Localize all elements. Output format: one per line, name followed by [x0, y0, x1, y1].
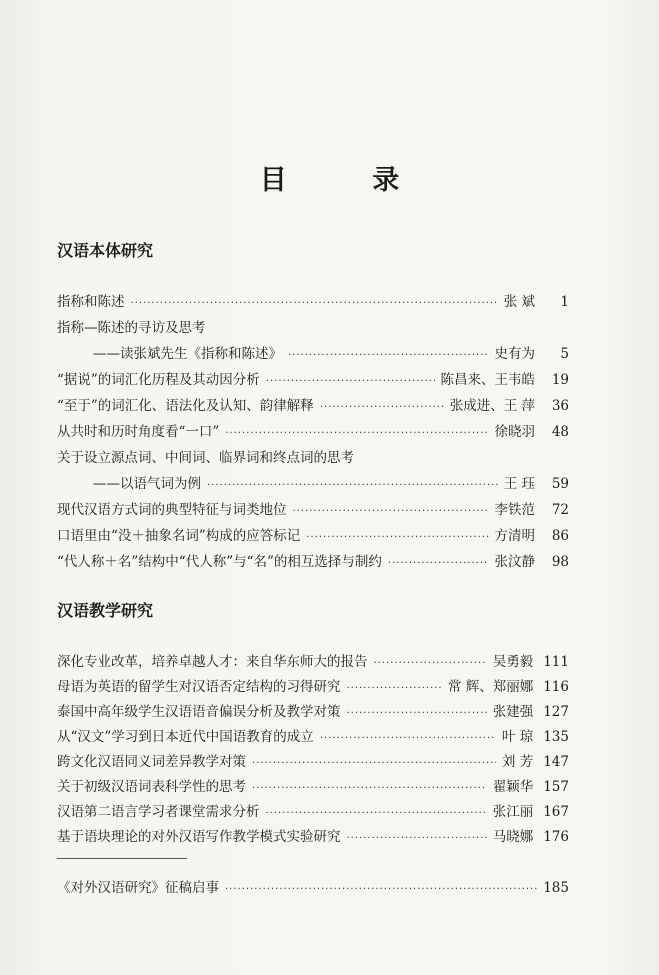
entry-title: 关于设立源点词、中间词、临界词和终点词的思考	[57, 450, 354, 466]
entry-author: 刘 芳	[501, 754, 534, 770]
toc-entry[interactable]	[57, 775, 569, 795]
toc-entry[interactable]	[57, 316, 569, 336]
leader-dots	[266, 376, 435, 387]
entry-author: 常 辉、郑丽娜	[447, 679, 534, 695]
divider	[57, 858, 187, 859]
toc-entry[interactable]	[57, 750, 569, 770]
entry-author: 徐晓羽	[494, 424, 535, 440]
toc-entry[interactable]	[57, 675, 569, 695]
entry-title: 基于语块理论的对外汉语写作教学模式实验研究	[57, 829, 341, 845]
entry-page: 167	[543, 804, 569, 820]
toc-entry[interactable]	[57, 290, 569, 310]
toc-entry[interactable]	[57, 342, 569, 362]
toc-entry[interactable]	[57, 394, 569, 414]
page-title: 目 录	[259, 165, 438, 196]
entry-title: 指称—陈述的寻访及思考	[57, 320, 206, 336]
entry-title: “代人称＋名”结构中“代人称”与“名”的相互选择与制约	[57, 554, 382, 570]
leader-dots	[306, 532, 488, 543]
leader-dots	[225, 884, 537, 895]
entry-page: 176	[543, 829, 569, 845]
toc-entry[interactable]	[57, 725, 569, 745]
entry-author: 张建强	[492, 704, 534, 720]
entry-author: 李铁范	[494, 502, 535, 518]
entry-author: 吴勇毅	[492, 654, 534, 670]
leader-dots	[207, 480, 498, 491]
entry-author: 张江丽	[492, 804, 534, 820]
entry-author: 陈昌来、王韦皓	[440, 372, 535, 388]
entry-title: 《对外汉语研究》征稿启事	[57, 880, 219, 896]
toc-entry[interactable]	[57, 700, 569, 720]
toc-entry[interactable]	[57, 498, 569, 518]
leader-dots	[288, 350, 489, 361]
entry-title: 口语里由“没＋抽象名词”构成的应答标记	[57, 528, 301, 544]
entry-page: 185	[543, 880, 569, 896]
toc-entry[interactable]	[57, 550, 569, 570]
leader-dots	[374, 658, 487, 669]
entry-page: 19	[551, 372, 569, 388]
leader-dots	[347, 708, 487, 719]
entry-author: 方清明	[494, 528, 535, 544]
entry-title: 关于初级汉语词表科学性的思考	[57, 779, 246, 795]
entry-page: 98	[551, 554, 569, 570]
entry-page: 72	[551, 502, 569, 518]
entry-author: 王 珏	[503, 476, 535, 492]
entry-page: 127	[543, 704, 569, 720]
entry-title: 跨文化汉语同义词差异教学对策	[57, 754, 246, 770]
toc-entry[interactable]	[57, 650, 569, 670]
entry-title: 深化专业改革，培养卓越人才：来自华东师大的报告	[57, 654, 368, 670]
entry-author: 马晓娜	[492, 829, 534, 845]
leader-dots	[252, 783, 487, 794]
toc-entry[interactable]	[57, 524, 569, 544]
leader-dots	[225, 428, 488, 439]
entry-title: 指称和陈述	[57, 294, 125, 310]
entry-subtitle: ——以语气词为例	[93, 476, 201, 492]
entry-title: “据说”的词汇化历程及其动因分析	[57, 372, 260, 388]
entry-page: 5	[560, 346, 569, 362]
entry-author: 张 斌	[503, 294, 535, 310]
entry-title: 泰国中高年级学生汉语语音偏误分析及教学对策	[57, 704, 341, 720]
toc-entry[interactable]	[57, 420, 569, 440]
entry-author: 叶 琼	[501, 729, 534, 745]
toc-entry[interactable]	[57, 368, 569, 388]
entry-title: 从共时和历时角度看“一口”	[57, 424, 220, 440]
entry-page: 86	[551, 528, 569, 544]
toc-entry[interactable]	[57, 800, 569, 820]
leader-dots	[131, 298, 498, 309]
entry-title: 现代汉语方式词的典型特征与词类地位	[57, 502, 287, 518]
entry-page: 48	[551, 424, 569, 440]
leader-dots	[320, 733, 496, 744]
section-heading-1: 汉语本体研究	[57, 241, 154, 260]
entry-title: 从“汉文”学习到日本近代中国语教育的成立	[57, 729, 314, 745]
entry-author: 史有为	[494, 346, 535, 362]
entry-page: 59	[551, 476, 569, 492]
leader-dots	[293, 506, 489, 517]
toc-entry-call-for-papers[interactable]	[57, 876, 569, 896]
leader-dots	[266, 808, 487, 819]
entry-page: 157	[543, 779, 569, 795]
entry-author: 张汶静	[494, 554, 535, 570]
leader-dots	[320, 402, 444, 413]
leader-dots	[347, 683, 442, 694]
toc-entry[interactable]	[57, 446, 569, 466]
section-heading-2: 汉语教学研究	[57, 601, 154, 620]
entry-subtitle: ——读张斌先生《指称和陈述》	[93, 346, 282, 362]
entry-title: 母语为英语的留学生对汉语否定结构的习得研究	[57, 679, 341, 695]
toc-entry[interactable]	[57, 825, 569, 845]
entry-page: 1	[560, 294, 569, 310]
entry-page: 36	[551, 398, 569, 414]
entry-title: 汉语第二语言学习者课堂需求分析	[57, 804, 260, 820]
entry-author: 翟颖华	[492, 779, 534, 795]
entry-page: 116	[543, 679, 569, 695]
entry-page: 135	[543, 729, 569, 745]
leader-dots	[347, 833, 487, 844]
leader-dots	[388, 558, 489, 569]
entry-author: 张成进、王 萍	[449, 398, 535, 414]
entry-title: “至于”的词汇化、语法化及认知、韵律解释	[57, 398, 314, 414]
leader-dots	[252, 758, 496, 769]
entry-page: 147	[543, 754, 569, 770]
entry-page: 111	[543, 654, 569, 670]
toc-entry[interactable]	[57, 472, 569, 492]
